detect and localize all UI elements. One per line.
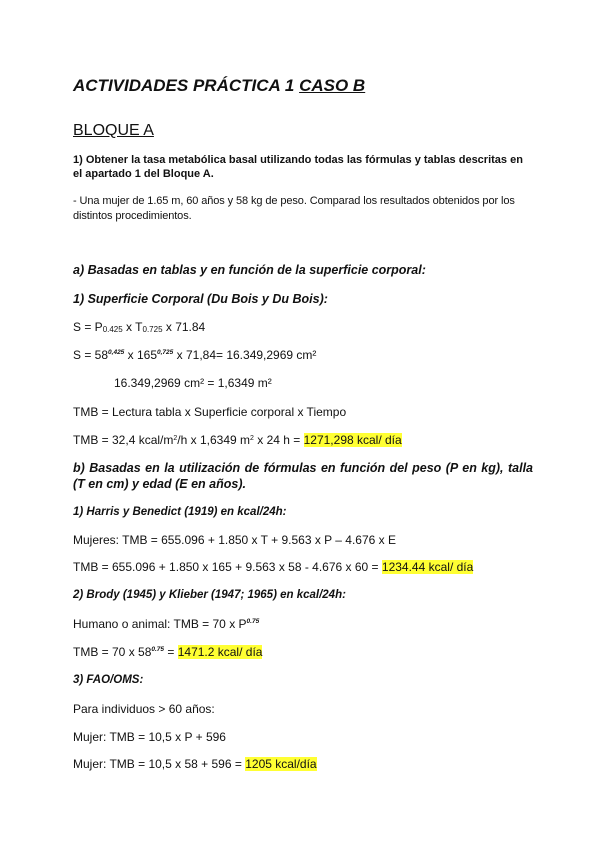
brody-formula: Humano o animal: TMB = 70 x $P^{0.75}$ bbox=[73, 617, 260, 631]
harris-formula: Mujeres: TMB = 655.096 + 1.850 x T + 9.563 x P – 4.676 x E bbox=[73, 533, 396, 547]
section-b-heading: b) Basadas en la utilización de fórmulas en función del peso (P en kg), talla (T en cm) y edad (E en años). bbox=[73, 461, 533, 491]
tmb-table-calc: TMB = 32,4 kcal/$m^2/h$ x 1,6349 $m^2$ x 24 h = 1271,298 kcal/ día bbox=[73, 433, 402, 447]
harris-calc: TMB = 655.096 + 1.850 x 165 + 9.563 x 58 - 4.676 x 60 = 1234.44 kcal/ día bbox=[73, 560, 474, 574]
fao-calc: Mujer: TMB = 10,5 x 58 + 596 = 1205 kcal/día bbox=[73, 757, 317, 771]
dubois-calc: $S = 58^{0,425}$ x 165$^{0,725}$ x 71,84= 16.349,2969 cm² bbox=[73, 348, 317, 362]
block-heading: BLOQUE A bbox=[73, 122, 154, 139]
case-label: CASO B bbox=[299, 76, 366, 95]
result-highlight: 1471.2 kcal/ día bbox=[177, 645, 263, 659]
page-title: ACTIVIDADES PRÁCTICA 1 CASO B bbox=[73, 76, 366, 95]
dubois-formula: $S = P_{0.425}$ x $T_{0.725}$ x 71.84 bbox=[73, 320, 206, 334]
dubois-heading: 1) Superficie Corporal (Du Bois y Du Bois): bbox=[73, 292, 328, 306]
result-highlight: 1234.44 kcal/ día bbox=[381, 560, 474, 574]
description-text: - Una mujer de 1.65 m, 60 años y 58 kg de peso. Comparad los resultados obtenidos por los distintos procedimientos. bbox=[73, 195, 515, 222]
brody-calc: TMB = 70 x $58^{0.75} = 1471.2$ kcal/ día bbox=[73, 645, 263, 659]
question-text: 1) Obtener la tasa metabólica basal utilizando todas las fórmulas y tablas descritas en el apartado 1 del Bloque A. bbox=[73, 154, 523, 180]
section-a-heading: a) Basadas en tablas y en función de la superficie corporal: bbox=[73, 263, 426, 277]
harris-heading: 1) Harris y Benedict (1919) en kcal/24h: bbox=[73, 506, 287, 518]
fao-heading: 3) FAO/OMS: bbox=[73, 674, 144, 686]
surface-conversion: 16.349,2969 cm² = 1,6349 m² bbox=[114, 376, 272, 390]
result-highlight: 1271,298 kcal/ día bbox=[303, 433, 402, 447]
fao-group: Para individuos > 60 años: bbox=[73, 702, 215, 716]
brody-heading: 2) Brody (1945) y Klieber (1947; 1965) en kcal/24h: bbox=[73, 589, 346, 601]
result-highlight: 1205 kcal/día bbox=[245, 757, 317, 771]
tmb-table-formula: TMB = Lectura tabla x Superficie corporal x Tiempo bbox=[73, 405, 347, 419]
fao-formula: Mujer: TMB = 10,5 x P + 596 bbox=[73, 730, 226, 744]
